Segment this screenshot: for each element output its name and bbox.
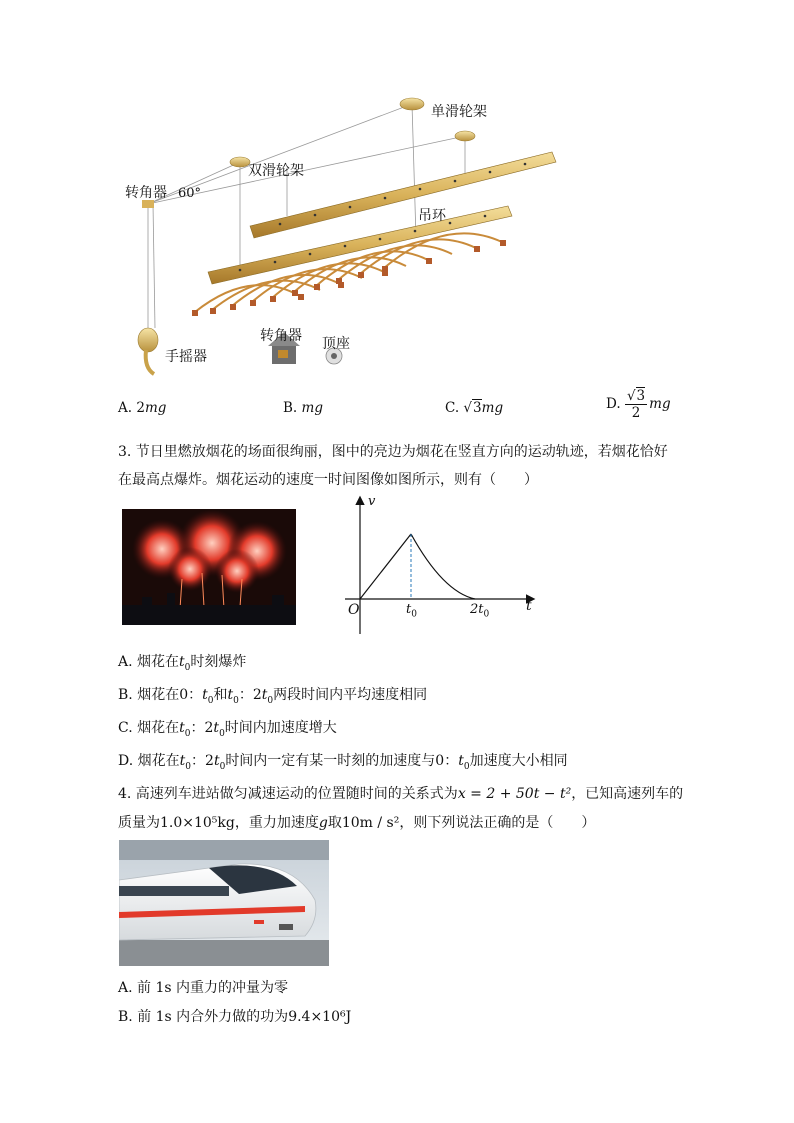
rising-segment	[360, 534, 411, 599]
q3-stem-line1: 3. 节日里燃放烟花的场面很绚丽，图中的亮边为烟花在竖直方向的运动轨迹，若烟花恰好	[118, 444, 668, 460]
label-corner-top: 转角器	[125, 185, 167, 201]
q3-option-b[interactable]: B. 烟花在0：$t_0$和$t_0$：$2t_0$两段时间内平均速度相同	[118, 687, 428, 706]
q2-option-d[interactable]: D. $\frac{√3}{2}$ mg	[606, 388, 671, 421]
graph-x-label: t	[526, 598, 532, 614]
label-double-pulley: 双滑轮架	[248, 163, 304, 179]
q4-stem-line1: 4. 高速列车进站做匀减速运动的位置随时间的关系式为x = 2 + 50t − t²，已知高速列车的	[118, 786, 684, 802]
q3-option-c[interactable]: C. 烟花在$t_0$：$2t_0$时间内加速度增大	[118, 720, 337, 739]
q3-option-d[interactable]: D. 烟花在$t_0$：$2t_0$时间内一定有某一时刻的加速度与0：$t_0$加速度大小相同	[118, 753, 568, 772]
label-hanging-ring: 吊环	[418, 208, 446, 224]
q2-option-b[interactable]: B. mg	[283, 400, 323, 416]
q2-option-c[interactable]: C. √3mg	[445, 400, 504, 416]
q3-stem-line2: 在最高点爆炸。烟花运动的速度一时间图像如图所示，则有（ ）	[118, 472, 538, 488]
graph-tick-2t0: $2t_0$	[470, 602, 490, 620]
velocity-time-graph	[335, 492, 545, 637]
label-hand-crank: 手摇器	[165, 349, 207, 365]
graph-origin: O	[348, 602, 360, 618]
graph-tick-t0: $t_0$	[406, 602, 417, 620]
pulley-disc	[455, 131, 475, 141]
single-pulley-disc	[400, 98, 424, 110]
q4-option-b[interactable]: B. 前 1s 内合外力做的功为9.4×10⁶J	[118, 1009, 352, 1025]
hand-crank	[138, 328, 158, 374]
q4-option-a[interactable]: A. 前 1s 内重力的冲量为零	[118, 980, 289, 996]
label-corner-bottom: 转角器	[260, 328, 302, 344]
label-top-seat: 顶座	[322, 336, 350, 352]
falling-curve	[411, 534, 475, 599]
label-angle: 60°	[178, 186, 202, 201]
label-single-pulley: 单滑轮架	[431, 104, 487, 120]
double-pulley-disc	[230, 157, 250, 167]
train-photo	[119, 840, 329, 966]
q3-option-a[interactable]: A. 烟花在$t_0$时刻爆炸	[118, 654, 247, 673]
q4-stem-line2: 质量为1.0×10⁵kg，重力加速度g取10m / s²，则下列说法正确的是（ ）	[118, 815, 596, 831]
graph-y-label: v	[368, 494, 376, 509]
q2-option-a[interactable]: A. 2mg	[118, 400, 167, 416]
fireworks-photo	[122, 509, 296, 625]
